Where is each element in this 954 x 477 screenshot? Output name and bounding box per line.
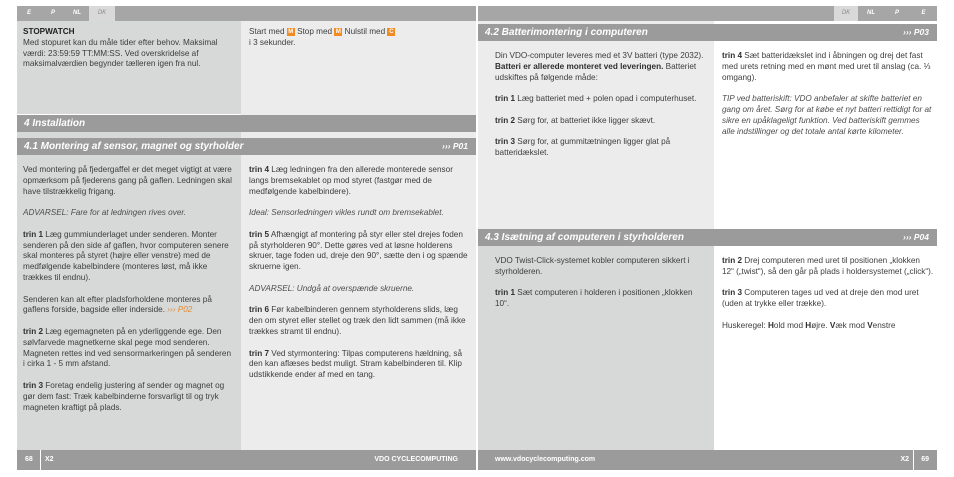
language-tabs-left <box>17 6 115 21</box>
stopwatch-text: Med stopuret kan du måle tider efter behov. Maksimal værdi: 23:59:59 TT:MM:SS. Ved overskridelse af maksimalværdien begynder tælleren igen fra nul. <box>23 37 218 69</box>
mnemonic-rule <box>722 321 934 332</box>
tab-e-right[interactable]: E <box>921 10 926 16</box>
battery-tip: TIP ved batteriskift: VDO anbefaler at skifte batteriet en gang om året. Sørg for at købe et nyt batteri rettidigt for at sikre en upåklageligt funktion. Ved batteriskift gemmes alle indstillinger og det totale antal kørte kilometer. <box>722 94 932 136</box>
step-text: Sæt computeren i holderen i positionen „klokken 10“. <box>495 288 693 309</box>
rule-letter: V <box>867 320 873 330</box>
tab-p-left[interactable]: P <box>50 10 55 16</box>
section-4-1-title: 4.1 Montering af sensor, magnet og styrholder <box>24 141 244 152</box>
language-tabs-right <box>834 6 937 21</box>
stopwatch-keys <box>249 27 469 49</box>
step-text: Læg ledningen fra den allerede monterede sensor langs bremsekablet op mod styret (fastgør med de medfølgende kabelbindere). <box>249 165 453 196</box>
section-4-3-column-2 <box>722 256 934 342</box>
step-text: Før kabelbinderen gennem styrholderens slids, læg den om styret eller stellet og træk den lidt sammen (må ikke trækkes stramt til endnu). <box>249 305 466 336</box>
step-label: trin 2 <box>23 326 44 336</box>
battery-intro: Din VDO-computer leveres med et 3V batteri (type 2032). <box>495 51 704 60</box>
figure-ref-p02[interactable]: ››› P02 <box>167 305 193 315</box>
model-left: X2 <box>45 456 54 463</box>
rule-part: old mod <box>773 320 806 330</box>
step-text: Læg gummiunderlaget under senderen. Monter senderen på den side af gaflen, hvor computeren senere skal monteres på styret (højre eller venstre) med de medfølgende kabelbindere (monteres løst, må ikke trækkes til endnu). <box>23 229 229 282</box>
top-rule-right <box>478 6 834 21</box>
step-label: trin 2 <box>495 115 516 125</box>
section-4-2-column-2 <box>722 51 932 148</box>
step-label: trin 3 <box>722 288 743 298</box>
section-4-2-column-1 <box>495 51 708 170</box>
top-rule-left <box>115 6 476 21</box>
warning-screws: ADVARSEL: Undgå at overspænde skruerne. <box>249 283 415 293</box>
reset-label: Nulstil med <box>344 27 386 36</box>
m-button-icon: M <box>288 29 294 35</box>
section-4-3-ref: ››› P04 <box>903 232 929 242</box>
step-text: Computeren tages ud ved at dreje den mod uret (uden at trykke eller trække). <box>722 288 919 309</box>
m-button-icon: M <box>335 29 341 35</box>
step-text: Sørg for, at gummitætningen ligger glat på batteridækslet. <box>495 137 671 158</box>
website-link[interactable]: www.vdocyclecomputing.com <box>495 456 596 463</box>
stop-label: Stop med <box>297 27 333 36</box>
section-4-2-ref: ››› P03 <box>903 27 929 37</box>
footer-divider-left <box>40 450 41 470</box>
footer-divider-right <box>913 450 914 470</box>
battery-replace-intro: Batteriet udskiftes på følgende måde: <box>495 61 697 82</box>
section-4-1-intro: Ved montering på fjedergaffel er det meget vigtigt at være opmærksom på fjederens gang på gaflen. Ledningen skal have tilstrækkelig frigang. <box>23 165 232 196</box>
page-number-right: 69 <box>921 456 929 463</box>
step-label: trin 3 <box>23 380 44 390</box>
step-label: trin 1 <box>23 229 44 239</box>
footer-right <box>478 450 937 470</box>
step-text: Sæt batteridækslet ind i åbningen og drej det fast med urets retning med en mønt med uret til anslag (ca. ⅓ omgang). <box>722 51 931 82</box>
step-label: trin 7 <box>249 348 270 358</box>
battery-preinstalled: Batteri er allerede monteret ved leveringen. <box>495 61 664 71</box>
warning-cable: ADVARSEL: Fare for at ledningen rives over. <box>23 208 187 218</box>
tab-nl-left[interactable]: NL <box>73 10 81 16</box>
step-label: trin 1 <box>495 94 516 104</box>
model-right: X2 <box>900 456 909 463</box>
step-label: trin 4 <box>249 165 270 174</box>
step-text: Sørg for, at batteriet ikke ligger skævt. <box>515 115 656 125</box>
step-label: trin 3 <box>495 137 516 147</box>
section-4-title: 4 Installation <box>24 118 86 129</box>
section-4-1-heading <box>17 138 476 155</box>
ideal-note: Ideal: Sensorledningen vikles rundt om bremsekablet. <box>249 208 444 218</box>
section-4-3-heading <box>478 229 937 246</box>
section-4-3-title: 4.3 Isætning af computeren i styrholderen <box>485 232 684 243</box>
start-label: Start med <box>249 27 285 36</box>
rule-part: æk mod <box>835 320 868 330</box>
step-label: trin 2 <box>722 256 743 265</box>
step-label: trin 6 <box>249 305 270 315</box>
tab-nl-right[interactable]: NL <box>867 10 875 16</box>
section-4-1-column-2 <box>249 165 471 392</box>
section-4-1-ref: ››› P01 <box>442 141 468 151</box>
step-label: trin 4 <box>722 51 743 60</box>
step-text: Læg batteriet med + polen opad i computerhuset. <box>515 94 697 104</box>
rule-letter: H <box>767 320 774 330</box>
reset-duration: i 3 sekunder. <box>249 37 296 47</box>
tab-e-left[interactable]: E <box>26 10 31 16</box>
section-4-1-column-1 <box>23 165 235 424</box>
c-button-icon: C <box>389 29 394 35</box>
rule-part: øjre. <box>811 320 830 330</box>
rule-letter: V <box>829 320 836 330</box>
section-4-3-column-1 <box>495 256 708 321</box>
rule-letter: H <box>805 320 812 330</box>
mounting-note: Senderen kan alt efter pladsforholdene monteres på gaflens forside, bagside eller inderside. <box>23 294 212 315</box>
footer-left <box>17 450 476 470</box>
twist-click-intro: VDO Twist-Click-systemet kobler computeren sikkert i styrholderen. <box>495 256 690 276</box>
stopwatch-title: STOPWATCH <box>23 27 75 36</box>
step-text: Drej computeren med uret til positionen „klokken 12“ („twist“), så den går på plads i holdersystemet („click“). <box>722 256 934 276</box>
stopwatch-block <box>23 27 235 70</box>
rule-part: enstre <box>872 320 896 330</box>
tab-p-right[interactable]: P <box>894 10 899 16</box>
step-text: Foretag endelig justering af sender og magnet og gør dem fast: Træk kabelbinderne forsvarligt til og tryk magneten kraftigt på plads. <box>23 380 225 412</box>
rule-prefix: Huskeregel: <box>722 320 768 330</box>
tab-dk-right[interactable]: DK <box>834 6 858 21</box>
step-label: trin 5 <box>249 229 270 239</box>
step-label: trin 1 <box>495 288 516 298</box>
step-text: Ved styrmontering: Tilpas computerens hældning, så den kan aflæses bedst muligt. Stram kabelbinderen til. Klip udstikkende ender af med en tang. <box>249 348 462 380</box>
brand-name: VDO CYCLECOMPUTING <box>374 456 458 463</box>
section-4-2-heading <box>478 24 937 41</box>
section-4-heading <box>17 115 476 132</box>
page-number-left: 68 <box>25 456 33 463</box>
tab-dk-left[interactable]: DK <box>89 6 115 21</box>
section-4-2-title: 4.2 Batterimontering i computeren <box>485 27 648 38</box>
step-text: Afhængigt af montering på styr eller stel drejes foden på styrholderen 90°. Dette gøres ved at løsne holderens skruer, tage foden ud, dreje den 90°, sætte den i og spænde skruerne igen. <box>249 229 468 272</box>
step-text: Læg egemagneten på en yderliggende ege. Den sølvfarvede magnetkerne skal pege mod senderen. Magneten rettes ind ved sensormarkeringen på senderen i cirka 1 - 5 mm afstand. <box>23 326 231 369</box>
